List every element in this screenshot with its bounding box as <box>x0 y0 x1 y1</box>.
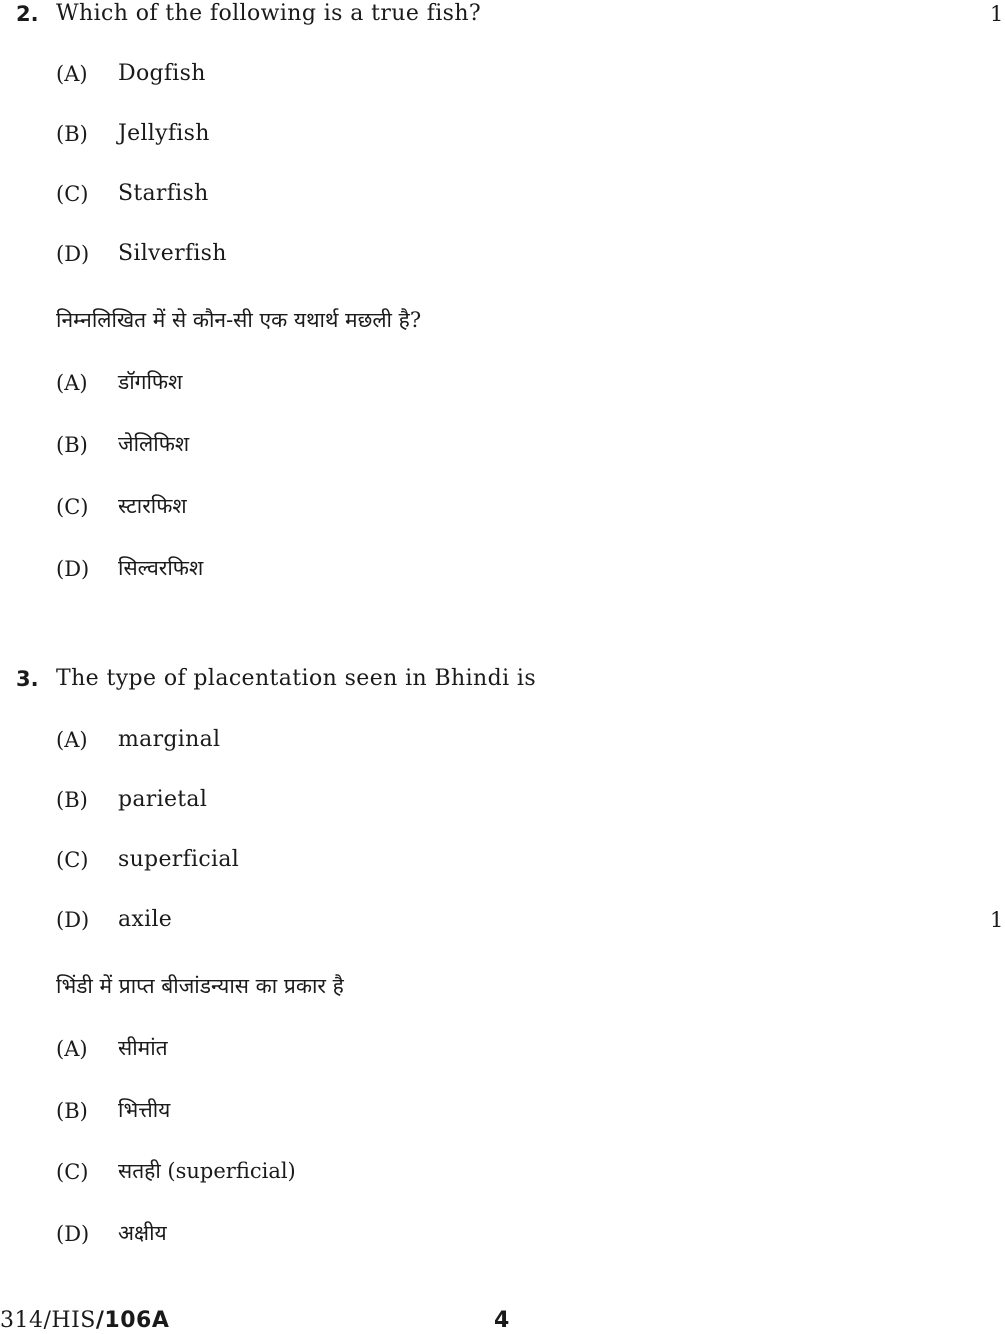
option-text: जेलिफिश <box>118 432 190 456</box>
option-label: (D) <box>56 908 90 932</box>
option-label: (C) <box>56 182 89 206</box>
option-text: डॉगफिश <box>118 370 183 394</box>
option-text: सतही (superficial) <box>118 1159 296 1183</box>
question-2-text-hindi: निम्नलिखित में से कौन-सी एक यथार्थ मछली है? <box>56 308 422 332</box>
option-label: (D) <box>56 1222 90 1246</box>
option-text: superficial <box>118 847 240 872</box>
option-text: अक्षीय <box>118 1221 167 1245</box>
option-label: (B) <box>56 122 88 146</box>
option-text: स्टारफिश <box>118 494 187 518</box>
paper-code-suffix: /106A <box>95 1308 170 1333</box>
option-text: Starfish <box>118 181 209 206</box>
question-2-number: 2. <box>16 2 39 26</box>
option-label: (A) <box>56 1037 88 1061</box>
option-text: parietal <box>118 787 208 812</box>
option-label: (A) <box>56 371 88 395</box>
question-3-text-english: The type of placentation seen in Bhindi is <box>56 666 537 691</box>
option-text: Dogfish <box>118 61 206 86</box>
option-label: (C) <box>56 1160 89 1184</box>
option-label: (C) <box>56 848 89 872</box>
option-label: (B) <box>56 788 88 812</box>
option-label: (B) <box>56 1099 88 1123</box>
question-3-number: 3. <box>16 667 39 691</box>
page-number: 4 <box>494 1308 510 1333</box>
question-2-text-english: Which of the following is a true fish? <box>56 1 482 26</box>
option-label: (A) <box>56 728 88 752</box>
option-text: axile <box>118 907 173 932</box>
option-label: (D) <box>56 557 90 581</box>
option-text: Jellyfish <box>118 121 210 146</box>
option-text: marginal <box>118 727 221 752</box>
option-text: सीमांत <box>118 1036 168 1060</box>
option-label: (C) <box>56 495 89 519</box>
question-3-marks: 1 <box>990 908 1004 932</box>
question-2-marks: 1 <box>990 2 1004 26</box>
paper-code-prefix: 314/HIS <box>0 1308 96 1333</box>
option-label: (D) <box>56 242 90 266</box>
option-text: भित्तीय <box>118 1098 171 1122</box>
option-text: सिल्वरफिश <box>118 556 204 580</box>
paper-code <box>0 1308 169 1334</box>
option-label: (B) <box>56 433 88 457</box>
option-text: Silverfish <box>118 241 227 266</box>
option-label: (A) <box>56 62 88 86</box>
question-3-text-hindi: भिंडी में प्राप्त बीजांडन्यास का प्रकार है <box>56 974 344 998</box>
